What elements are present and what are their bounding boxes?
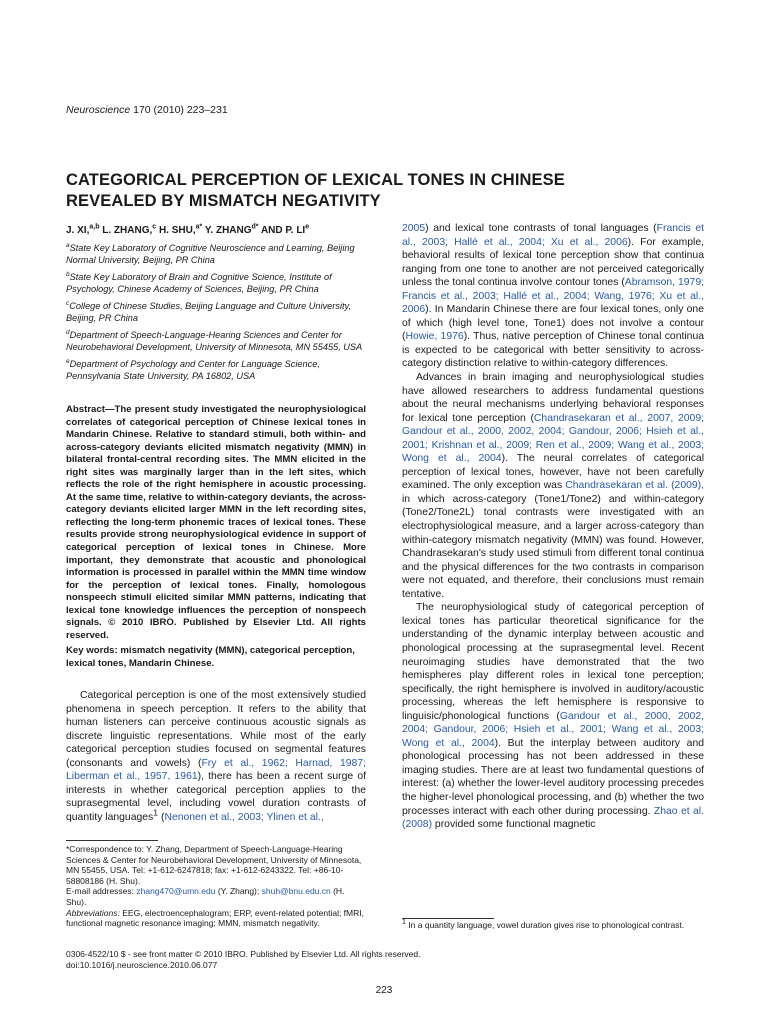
text-run: ( xyxy=(158,811,165,823)
text-run: ). For example, behavioral results of lexical tone perception show that continua ranging from one tone to another are not perceived categorically unless the tonal continua involve contour tones ( xyxy=(402,236,705,289)
affiliation-sup: a xyxy=(66,241,70,249)
affiliation-text: State Key Laboratory of Brain and Cognitive Science, Institute of Psychology, Chinese Academy of Sciences, Beijing, PR China xyxy=(66,272,332,295)
footnote-marker: 1 xyxy=(402,918,406,927)
abstract: Abstract—The present study investigated the neurophysiological correlates of categorical perception of Chinese lexical tones in Mandarin Chinese. Relative to standard stimuli, both within- and across-category deviants elicited mismatch negativity (MMN) in bilateral frontal-central recording sites. The MMN elicited in the right sites was marginally larger than in the left sites, which reflects the role of the right hemisphere in acoustic processing. At the same time, relative to within-category deviants, the across-category deviants elicited larger MMN in the left recording sites, reflecting the long-term phonemic traces of lexical tones. These results provide strong neurophysiological evidence in support of categorical perception of lexical tones in Chinese. More important, they demonstrate that acoustic and phonological information is processed in parallel within the MMN time window for the perception of lexical tones. Finally, homologous nonspeech stimuli elicited similar MMN patterns, indicating that lexical tone knowledge influences the perception of nonspeech signals. © 2010 IBRO. Published by Elsevier Ltd. All rights reserved. xyxy=(66,404,366,641)
abbreviations xyxy=(66,908,366,929)
abbreviations-label: Abbreviations: xyxy=(66,907,120,918)
citation-link[interactable]: Fry et al., 1962; Harnad, 1987; Liberman et al., 1957, 1961 xyxy=(66,757,366,783)
footnote-divider xyxy=(66,840,158,841)
text-run: (H. Shu). xyxy=(66,886,345,907)
affiliation-text: Department of Psychology and Center for Language Science, Pennsylvania State University, PA 16802, USA xyxy=(66,359,320,382)
text-run: ). But the interplay between auditory and phonological processing has not been addressed in these imaging studies. There are at least two fundamental questions of interest: (a) whether the lower-level auditory processing precedes the higher-level phonological processing, and (b) whether the two processes interact with each other during processing. xyxy=(402,737,704,817)
citation-link[interactable]: Francis et al., 2003; Hallé et al., 2004; Xu et al., 2006 xyxy=(402,223,704,248)
affiliation-sup: b xyxy=(66,270,70,278)
body-text-left xyxy=(66,689,366,824)
journal-citation xyxy=(66,104,228,116)
abbreviations-text: EEG, electroencephalogram; ERP, event-related potential; fMRI, functional magnetic resonance imaging; MMN, mismatch negativity. xyxy=(66,907,364,929)
author-li: AND P. LI xyxy=(258,225,306,236)
publisher-info xyxy=(66,949,686,971)
citation-link[interactable]: Chandrasekaran et al. (2009), xyxy=(565,480,704,492)
author-sup: e xyxy=(305,223,310,231)
keywords: Key words: mismatch negativity (MMN), categorical perception, lexical tones, Mandarin Chinese. xyxy=(66,645,355,669)
affiliation-text: State Key Laboratory of Cognitive Neuroscience and Learning, Beijing Normal University, Beijing, PR China xyxy=(66,243,355,266)
journal-name: Neuroscience xyxy=(66,104,131,116)
affiliation-d xyxy=(66,329,366,354)
paragraph xyxy=(402,601,704,831)
affiliation-sup: e xyxy=(66,357,70,365)
text-run: Advances in brain imaging and neurophysiological studies have allowed researchers to address fundamental questions about the neural mechanisms underlying behavioral responses for lexical tone perception ( xyxy=(402,372,704,424)
citation-link[interactable]: Zhao et al. (2008) xyxy=(402,805,704,831)
correspondence-footnote xyxy=(66,844,366,929)
author-sup: a* xyxy=(195,223,203,231)
author-sup: d* xyxy=(251,223,259,231)
affiliation-text: Department of Speech-Language-Hearing Sciences and Center for Neurobehavioral Development, University of Minnesota, MN 55455, USA xyxy=(66,330,363,353)
text-run: in which across-category (Tone1/Tone2) and within-category (Tone2/Tone2L) tonal contrasts were investigated with an electrophysiological measure, and a larger across-category than within-category mismatch negativity (MMN) was found. However, Chandrasekaran's study used stimuli from different tonal continua and the physical differences for the two contrasts in comparison were not equated, and therefore, their conclusions must remain tentative. xyxy=(402,493,704,600)
paragraph xyxy=(66,689,366,824)
author-list xyxy=(66,225,309,236)
affiliation-c xyxy=(66,300,366,325)
copyright-line: 0306-4522/10 $ - see front matter © 2010 IBRO. Published by Elsevier Ltd. All rights reserved. xyxy=(66,949,421,959)
title-line-2: REVEALED BY MISMATCH NEGATIVITY xyxy=(66,192,381,210)
author-shu: H. SHU, xyxy=(156,225,196,236)
citation-link[interactable]: Nenonen et al., 2003; Ylinen et al., xyxy=(164,811,324,823)
affiliation-b xyxy=(66,271,366,296)
text-run: In a quantity language, vowel duration gives rise to phonological contrast. xyxy=(405,920,685,930)
citation-link[interactable]: Howie, 1976 xyxy=(405,331,464,343)
text-run: ). The neural correlates of categorical perception of lexical tones, however, have not been carefully examined. The only exception was xyxy=(402,453,705,492)
footnote-1 xyxy=(402,920,702,931)
text-run: The neurophysiological study of categorical perception of lexical tones has particular theoretical significance for the understanding of the dynamic interplay between acoustic and phonological processing at the suprasegmental level. Recent neuroimaging studies have demonstrated that the two hemispheres play different roles in lexical tone perception; specifically, the right hemisphere is involved in auditory/acoustic processing, whereas the left hemisphere is responsive to linguisic/phonological functions ( xyxy=(402,602,704,722)
author-sup: c xyxy=(152,223,157,231)
title-line-1: CATEGORICAL PERCEPTION OF LEXICAL TONES IN CHINESE xyxy=(66,171,565,189)
citation-link[interactable]: Abramson, 1979; Francis et al., 2003; Hallé et al., 2004; Wang, 1976; Xu et al., 2006 xyxy=(402,277,704,316)
email-line xyxy=(66,886,366,907)
correspondence-text: *Correspondence to: Y. Zhang, Department of Speech-Language-Hearing Sciences & Center for Neurobehavioral Development, University of Minnesota, MN 55455, USA. Tel: +1-612-6247818; fax: +1-612-6243322. Tel: +86-10-58808186 (H. Shu). xyxy=(66,844,362,886)
text-run: ). Thus, native perception of Chinese tonal continua is expected to be categorical with better sensitivity to across-category distinction relative to within-category differences. xyxy=(402,331,704,370)
body-text-right xyxy=(402,222,704,832)
journal-volume-pages: 170 (2010) 223–231 xyxy=(130,104,228,116)
author-zhang-l: L. ZHANG, xyxy=(99,225,153,236)
page-number: 223 xyxy=(375,985,393,996)
doi-line: doi:10.1016/j.neuroscience.2010.06.077 xyxy=(66,960,218,970)
email-link-zhang[interactable]: zhang470@umn.edu xyxy=(136,886,216,897)
author-xi: J. XI, xyxy=(66,225,90,236)
affiliation-sup: c xyxy=(66,299,70,307)
affiliation-a xyxy=(66,242,366,267)
text-run: ) and lexical tone contrasts of tonal languages ( xyxy=(425,223,657,234)
citation-link[interactable]: 2005 xyxy=(402,223,426,234)
footnote-marker[interactable]: 1 xyxy=(153,807,159,818)
citation-link[interactable]: Gandour et al., 2000, 2002, 2004; Gandour, 2006; Hsieh et al., 2001; Wang et al., 2003; Wong et al., 2004 xyxy=(402,710,704,749)
text-run: Categorical perception is one of the most extensively studied phenomena in speech perception. It refers to the ability that human listeners can perceive continuous acoustic signals as discrete linguistic representations. While most of the early categorical perception studies focused on segmental features (consonants and vowels) ( xyxy=(66,690,366,769)
affiliation-text: College of Chinese Studies, Beijing Language and Culture University, Beijing, PR China xyxy=(66,301,351,324)
email-label: E-mail addresses: xyxy=(66,886,137,897)
paragraph xyxy=(402,222,704,371)
footnote-text xyxy=(402,920,702,931)
author-zhang-y: Y. ZHANG xyxy=(202,225,252,236)
email-link-shu[interactable]: shuh@bnu.edu.cn xyxy=(261,886,331,897)
affiliation-e xyxy=(66,358,366,383)
author-sup: a,b xyxy=(89,223,100,231)
affiliation-sup: d xyxy=(66,328,70,336)
text-run: (Y. Zhang); xyxy=(215,886,262,897)
text-run: ), there has been a recent surge of interests in whether categorical perception applies to the suprasegmental level, including vowel duration contrasts of quantity languages xyxy=(66,771,366,823)
footnote-divider xyxy=(402,918,494,919)
citation-link[interactable]: Chandrasekaran et al., 2007, 2009; Gandour et al., 2000, 2002, 2004; Gandour, 2006; Hsieh et al., 2001; Krishnan et al., 2009; Ren et al., 2009; Wang et al., 2003; Wong et al., 2004 xyxy=(402,412,704,465)
text-run: ). In Mandarin Chinese there are four lexical tones, only one of which (high level tone, Tone1) does not involve a contour ( xyxy=(402,304,704,343)
paragraph xyxy=(402,371,704,601)
text-run: provided some functional magnetic xyxy=(432,819,596,831)
paper-title xyxy=(66,170,666,212)
